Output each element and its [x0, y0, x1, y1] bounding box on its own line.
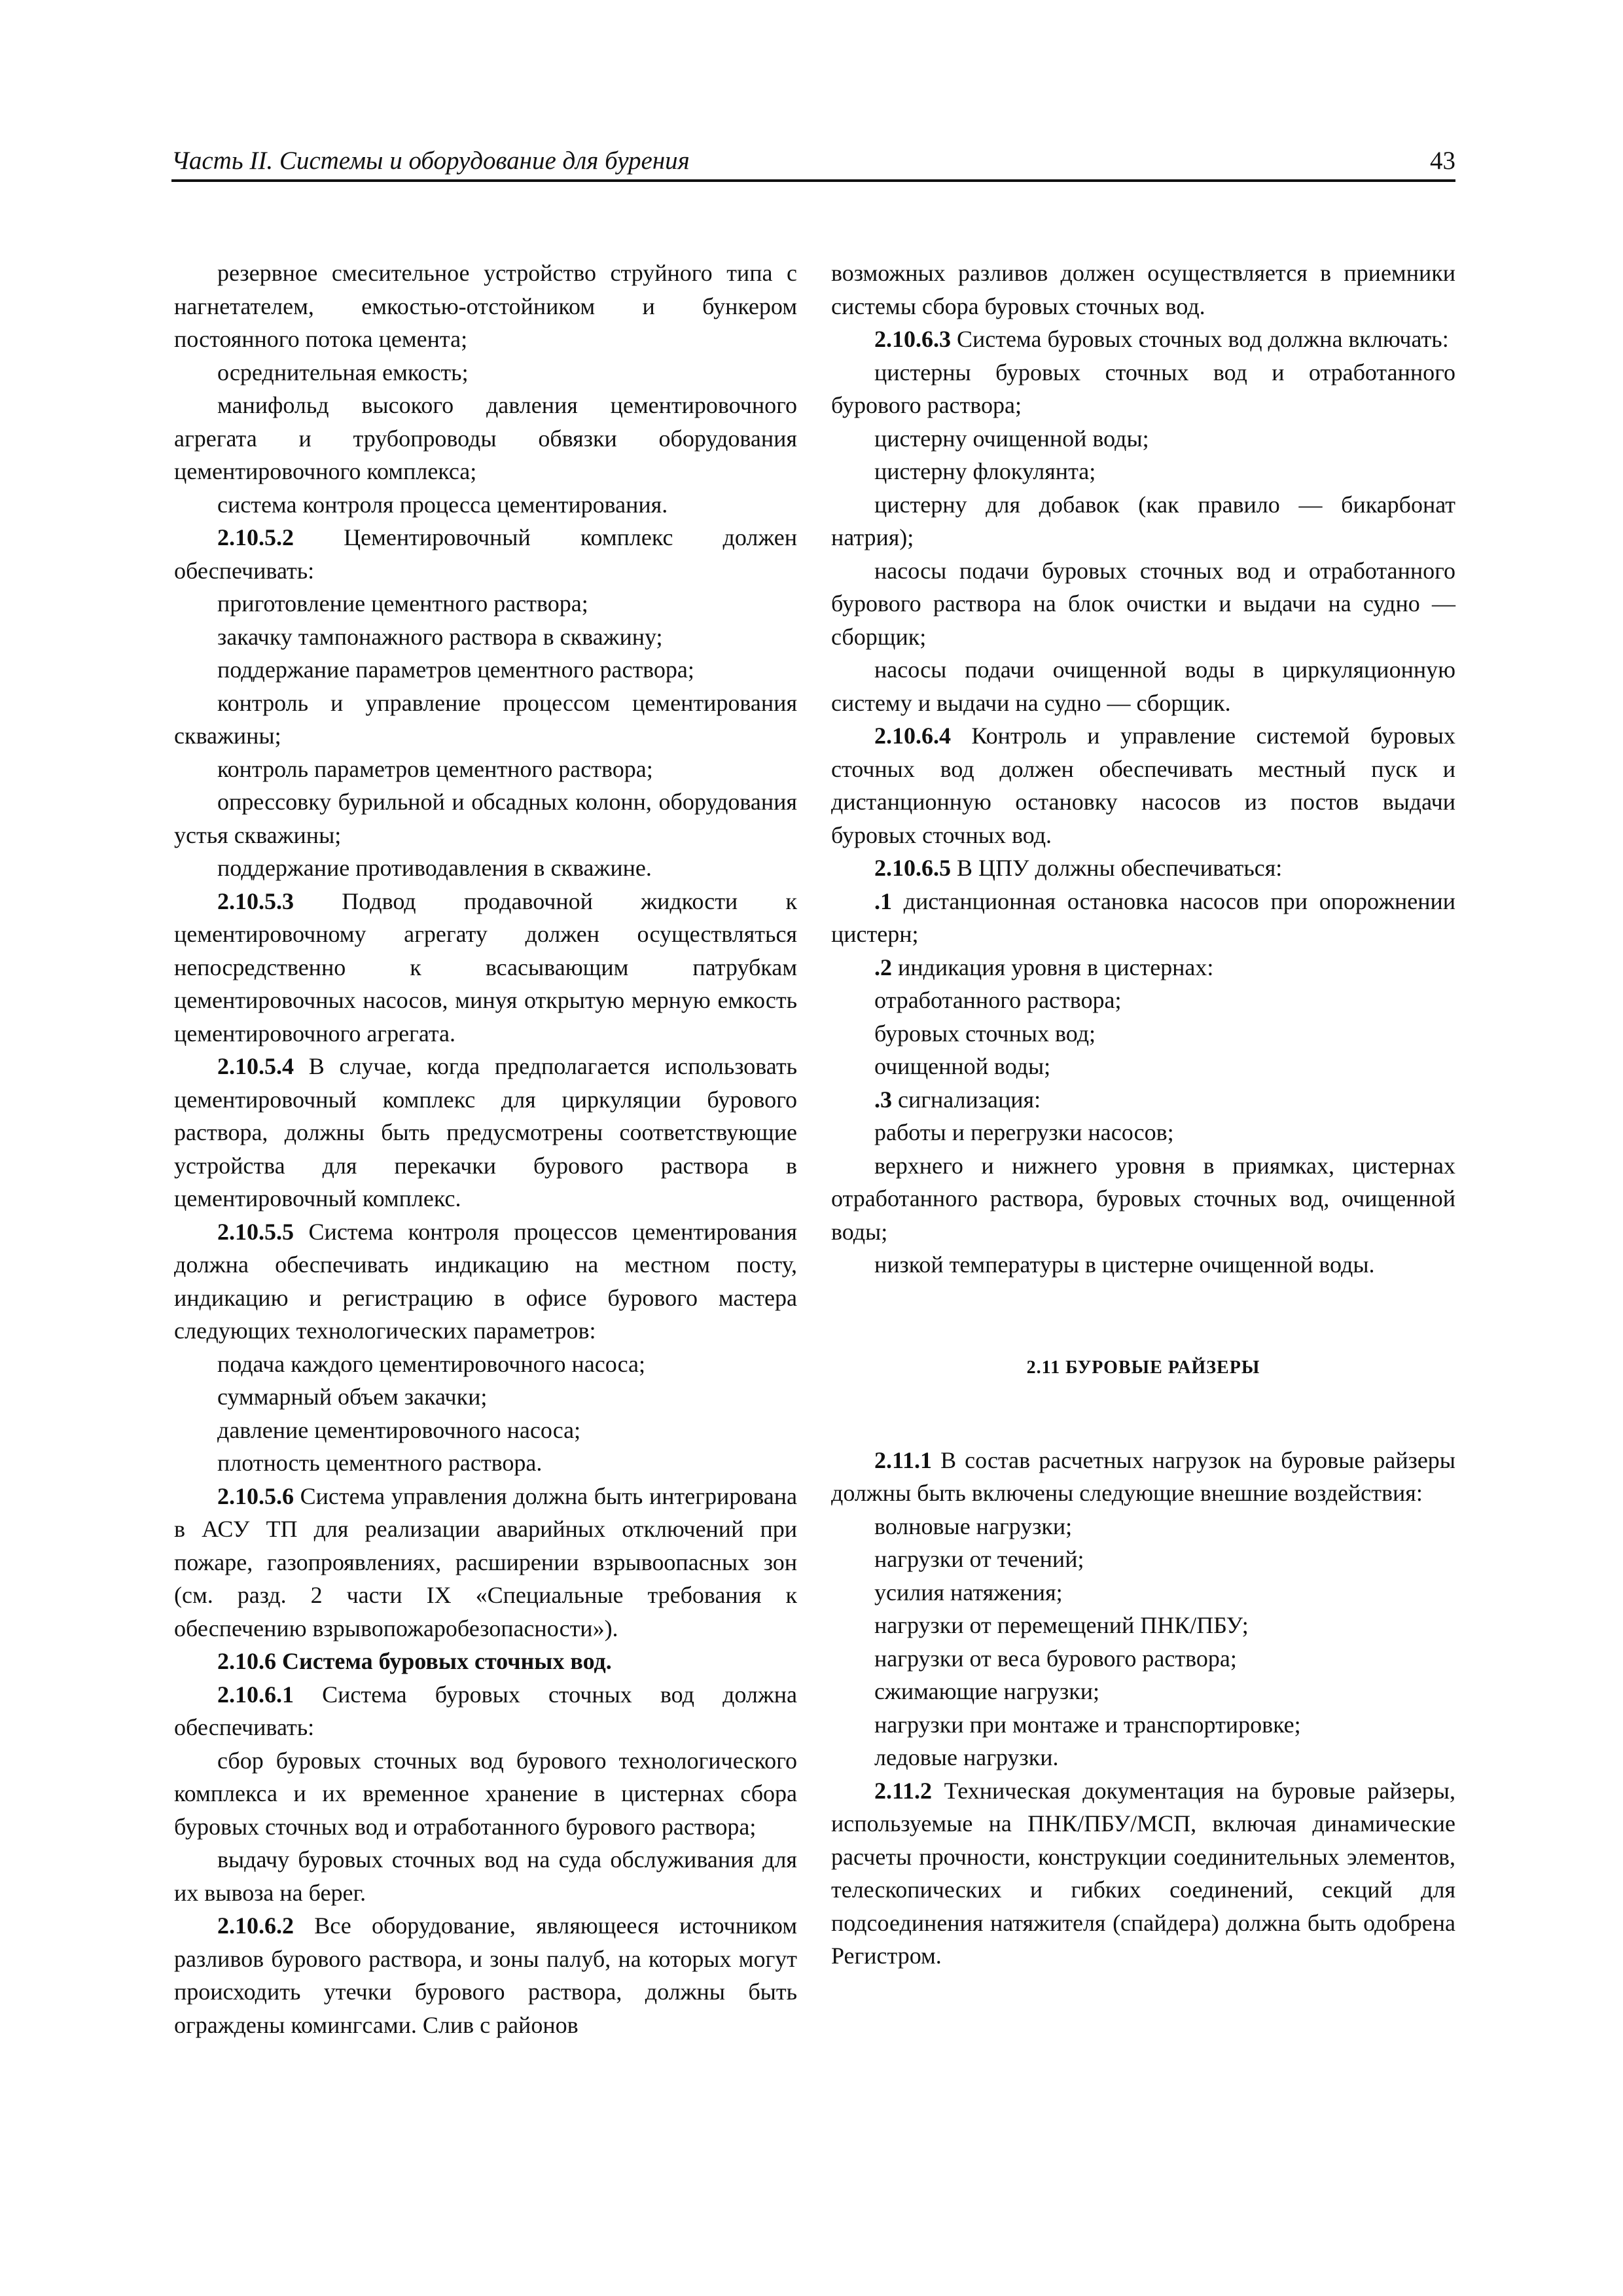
- paragraph: [831, 1576, 1455, 1609]
- paragraph: [174, 1480, 797, 1645]
- right-column-top: [831, 257, 1455, 1282]
- paragraph-text: возможных разливов должен осуществляется в приемники системы сбора буровых сточных вод.: [831, 260, 1455, 319]
- paragraph: [831, 984, 1455, 1017]
- paragraph: [174, 1909, 797, 2041]
- paragraph: [174, 687, 797, 753]
- paragraph: [831, 422, 1455, 456]
- paragraph: [831, 951, 1455, 984]
- paragraph: [174, 488, 797, 522]
- paragraph: [831, 1708, 1455, 1742]
- paragraph-text: подача каждого цементировочного насоса;: [217, 1350, 645, 1377]
- clause-number: 2.10.5.4: [217, 1053, 294, 1079]
- paragraph: [831, 1050, 1455, 1083]
- paragraph: [174, 1744, 797, 1844]
- right-column: [831, 257, 1455, 1973]
- left-column: [174, 257, 797, 2041]
- paragraph-text: насосы подачи буровых сточных вод и отработанного бурового раствора на блок очистки и выдачи на судно — сборщик;: [831, 557, 1455, 650]
- paragraph: [174, 885, 797, 1050]
- clause-number: 2.10.6 Система буровых сточных вод.: [217, 1648, 612, 1674]
- paragraph-text: нагрузки от веса бурового раствора;: [874, 1645, 1237, 1672]
- paragraph-text: поддержание параметров цементного раствора;: [217, 656, 694, 683]
- paragraph-text: цистерны буровых сточных вод и отработанного бурового раствора;: [831, 359, 1455, 418]
- clause-number: 2.10.6.1: [217, 1681, 294, 1708]
- paragraph-text: насосы подачи очищенной воды в циркуляционную систему и выдачи на судно — сборщик.: [831, 656, 1455, 716]
- header-rule: [171, 179, 1455, 182]
- clause-number: .1: [874, 888, 892, 914]
- section-heading: 2.11 БУРОВЫЕ РАЙЗЕРЫ: [1026, 1357, 1260, 1378]
- paragraph-text: работы и перегрузки насосов;: [874, 1119, 1174, 1145]
- paragraph-text: плотность цементного раствора.: [217, 1450, 543, 1476]
- paragraph: [831, 885, 1455, 951]
- paragraph: [831, 1642, 1455, 1676]
- paragraph-text: нагрузки при монтаже и транспортировке;: [874, 1711, 1301, 1738]
- paragraph: [174, 389, 797, 488]
- paragraph-text: резервное смесительное устройство струйного типа с нагнетателем, емкостью-отстойником и бункером постоянного потока цемента;: [174, 260, 797, 352]
- paragraph: [831, 719, 1455, 852]
- page-number: 43: [1430, 147, 1455, 175]
- paragraph: [831, 1510, 1455, 1543]
- clause-number: .3: [874, 1086, 892, 1113]
- paragraph-text: отработанного раствора;: [874, 987, 1122, 1013]
- paragraph: [174, 620, 797, 654]
- paragraph-text: индикация уровня в цистернах:: [892, 954, 1214, 980]
- paragraph-text: ледовые нагрузки.: [874, 1744, 1059, 1770]
- paragraph: [831, 1116, 1455, 1149]
- paragraph-text: суммарный объем закачки;: [217, 1384, 488, 1410]
- clause-number: 2.10.6.3: [874, 326, 951, 352]
- paragraph: [831, 455, 1455, 488]
- paragraph-text: Система буровых сточных вод должна включать:: [951, 326, 1449, 352]
- paragraph: [831, 356, 1455, 422]
- paragraph-text: Система буровых сточных вод должна обеспечивать:: [174, 1681, 797, 1740]
- paragraph-text: В случае, когда предполагается использовать цементировочный комплекс для циркуляции бурового раствора, должны быть предусмотрены соответствующие устройства для перекачки бурового раствора в цементировочный комплекс.: [174, 1053, 797, 1211]
- clause-number: 2.11.1: [874, 1446, 933, 1473]
- clause-number: 2.10.6.5: [874, 855, 951, 881]
- clause-number: 2.10.6.2: [217, 1912, 294, 1939]
- clause-number: 2.10.5.5: [217, 1218, 294, 1245]
- paragraph: [831, 554, 1455, 654]
- paragraph-text: волновые нагрузки;: [874, 1513, 1073, 1539]
- paragraph-text: верхнего и нижнего уровня в приямках, цистернах отработанного раствора, буровых сточных вод, очищенной воды;: [831, 1152, 1455, 1245]
- paragraph-text: контроль и управление процессом цементирования скважины;: [174, 689, 797, 749]
- paragraph-text: Техническая документация на буровые райзеры, используемые на ПНК/ПБУ/МСП, включая динамические расчеты прочности, конструкции соединительных элементов, телескопических и гибких соединений, секций для подсоединения натяжителя (спайдера) должна быть одобрена Регистром.: [831, 1777, 1455, 1969]
- paragraph: [831, 257, 1455, 323]
- paragraph-text: система контроля процесса цементирования.: [217, 491, 668, 518]
- paragraph-text: закачку тампонажного раствора в скважину;: [217, 623, 663, 650]
- paragraph-text: Система контроля процессов цементирования должна обеспечивать индикацию на местном посту, индикацию и регистрацию в офисе бурового мастера следующих технологических параметров:: [174, 1218, 797, 1344]
- paragraph: [174, 753, 797, 786]
- paragraph: [174, 356, 797, 389]
- paragraph: [831, 1741, 1455, 1774]
- paragraph-text: поддержание противодавления в скважине.: [217, 855, 652, 881]
- paragraph: [831, 1774, 1455, 1973]
- paragraph-text: нагрузки от течений;: [874, 1546, 1084, 1572]
- paragraph: [831, 1609, 1455, 1642]
- running-title: Часть II. Системы и оборудование для бурения: [171, 147, 690, 175]
- right-column-bottom: [831, 1444, 1455, 1973]
- paragraph: [831, 1248, 1455, 1282]
- paragraph: [174, 1843, 797, 1909]
- paragraph-text: Все оборудование, являющееся источником разливов бурового раствора, и зоны палуб, на которых могут происходить утечки бурового раствора, должны быть ограждены комингсами. Слив с районов: [174, 1912, 797, 2038]
- paragraph: [831, 1149, 1455, 1249]
- paragraph-text: очищенной воды;: [874, 1053, 1051, 1079]
- paragraph-text: сжимающие нагрузки;: [874, 1678, 1100, 1704]
- paragraph: [174, 1215, 797, 1348]
- paragraph-text: Подвод продавочной жидкости к цементировочному агрегату должен осуществляться непосредственно к всасывающим патрубкам цементировочных насосов, минуя открытую мерную емкость цементировочного агрегата.: [174, 888, 797, 1047]
- paragraph-text: буровых сточных вод;: [874, 1020, 1096, 1047]
- paragraph: [174, 257, 797, 356]
- paragraph-text: контроль параметров цементного раствора;: [217, 755, 653, 782]
- paragraph: [831, 1017, 1455, 1050]
- paragraph-text: манифольд высокого давления цементировочного агрегата и трубопроводы обвязки оборудования цементировочного комплекса;: [174, 392, 797, 484]
- paragraph: [174, 653, 797, 687]
- paragraph-text: В ЦПУ должны обеспечиваться:: [951, 855, 1283, 881]
- paragraph: [174, 521, 797, 587]
- paragraph-text: цистерну для добавок (как правило — бикарбонат натрия);: [831, 491, 1455, 550]
- paragraph-text: дистанционная остановка насосов при опорожнении цистерн;: [831, 888, 1455, 947]
- paragraph-text: усилия натяжения;: [874, 1579, 1063, 1605]
- paragraph-text: Контроль и управление системой буровых сточных вод должен обеспечивать местный пуск и дистанционную остановку насосов из постов выдачи буровых сточных вод.: [831, 723, 1455, 848]
- clause-number: 2.10.5.3: [217, 888, 294, 914]
- paragraph: [174, 785, 797, 852]
- paragraph: [174, 1050, 797, 1215]
- paragraph: [831, 1543, 1455, 1576]
- paragraph: [831, 1675, 1455, 1708]
- paragraph-text: сигнализация:: [892, 1086, 1041, 1113]
- paragraph: [831, 1444, 1455, 1510]
- paragraph-text: низкой температуры в цистерне очищенной воды.: [874, 1251, 1375, 1278]
- clause-number: 2.11.2: [874, 1777, 933, 1804]
- paragraph: [831, 323, 1455, 356]
- paragraph-text: нагрузки от перемещений ПНК/ПБУ;: [874, 1612, 1249, 1638]
- paragraph: [174, 1446, 797, 1480]
- paragraph: [174, 852, 797, 885]
- paragraph: [174, 1645, 797, 1678]
- paragraph-text: Цементировочный комплекс должен обеспечивать:: [174, 524, 797, 584]
- paragraph-text: опрессовку бурильной и обсадных колонн, оборудования устья скважины;: [174, 789, 797, 848]
- paragraph: [174, 1414, 797, 1447]
- paragraph-text: выдачу буровых сточных вод на суда обслуживания для их вывоза на берег.: [174, 1846, 797, 1906]
- clause-number: .2: [874, 954, 892, 980]
- paragraph: [174, 587, 797, 620]
- paragraph-text: Система управления должна быть интегрирована в АСУ ТП для реализации аварийных отключений при пожаре, газопроявлениях, расширении взрывоопасных зон (см. разд. 2 части IX «Специальные требования к обеспечению взрывопожаробезопасности»).: [174, 1482, 797, 1641]
- paragraph: [831, 1083, 1455, 1117]
- paragraph: [831, 852, 1455, 885]
- paragraph: [174, 1380, 797, 1414]
- paragraph: [831, 653, 1455, 719]
- page-header: [171, 145, 1455, 182]
- paragraph: [831, 488, 1455, 554]
- clause-number: 2.10.6.4: [874, 723, 951, 749]
- paragraph-text: сбор буровых сточных вод бурового технологического комплекса и их временное хранение в цистернах сбора буровых сточных вод и отработанного бурового раствора;: [174, 1747, 797, 1840]
- paragraph-text: приготовление цементного раствора;: [217, 590, 588, 617]
- paragraph-text: давление цементировочного насоса;: [217, 1416, 581, 1443]
- clause-number: 2.10.5.6: [217, 1482, 294, 1509]
- paragraph-text: цистерну флокулянта;: [874, 458, 1096, 484]
- paragraph-text: осреднительная емкость;: [217, 359, 469, 386]
- paragraph: [174, 1678, 797, 1744]
- paragraph-text: В состав расчетных нагрузок на буровые райзеры должны быть включены следующие внешние воздействия:: [831, 1446, 1455, 1506]
- paragraph-text: цистерну очищенной воды;: [874, 425, 1149, 452]
- paragraph: [174, 1348, 797, 1381]
- clause-number: 2.10.5.2: [217, 524, 294, 550]
